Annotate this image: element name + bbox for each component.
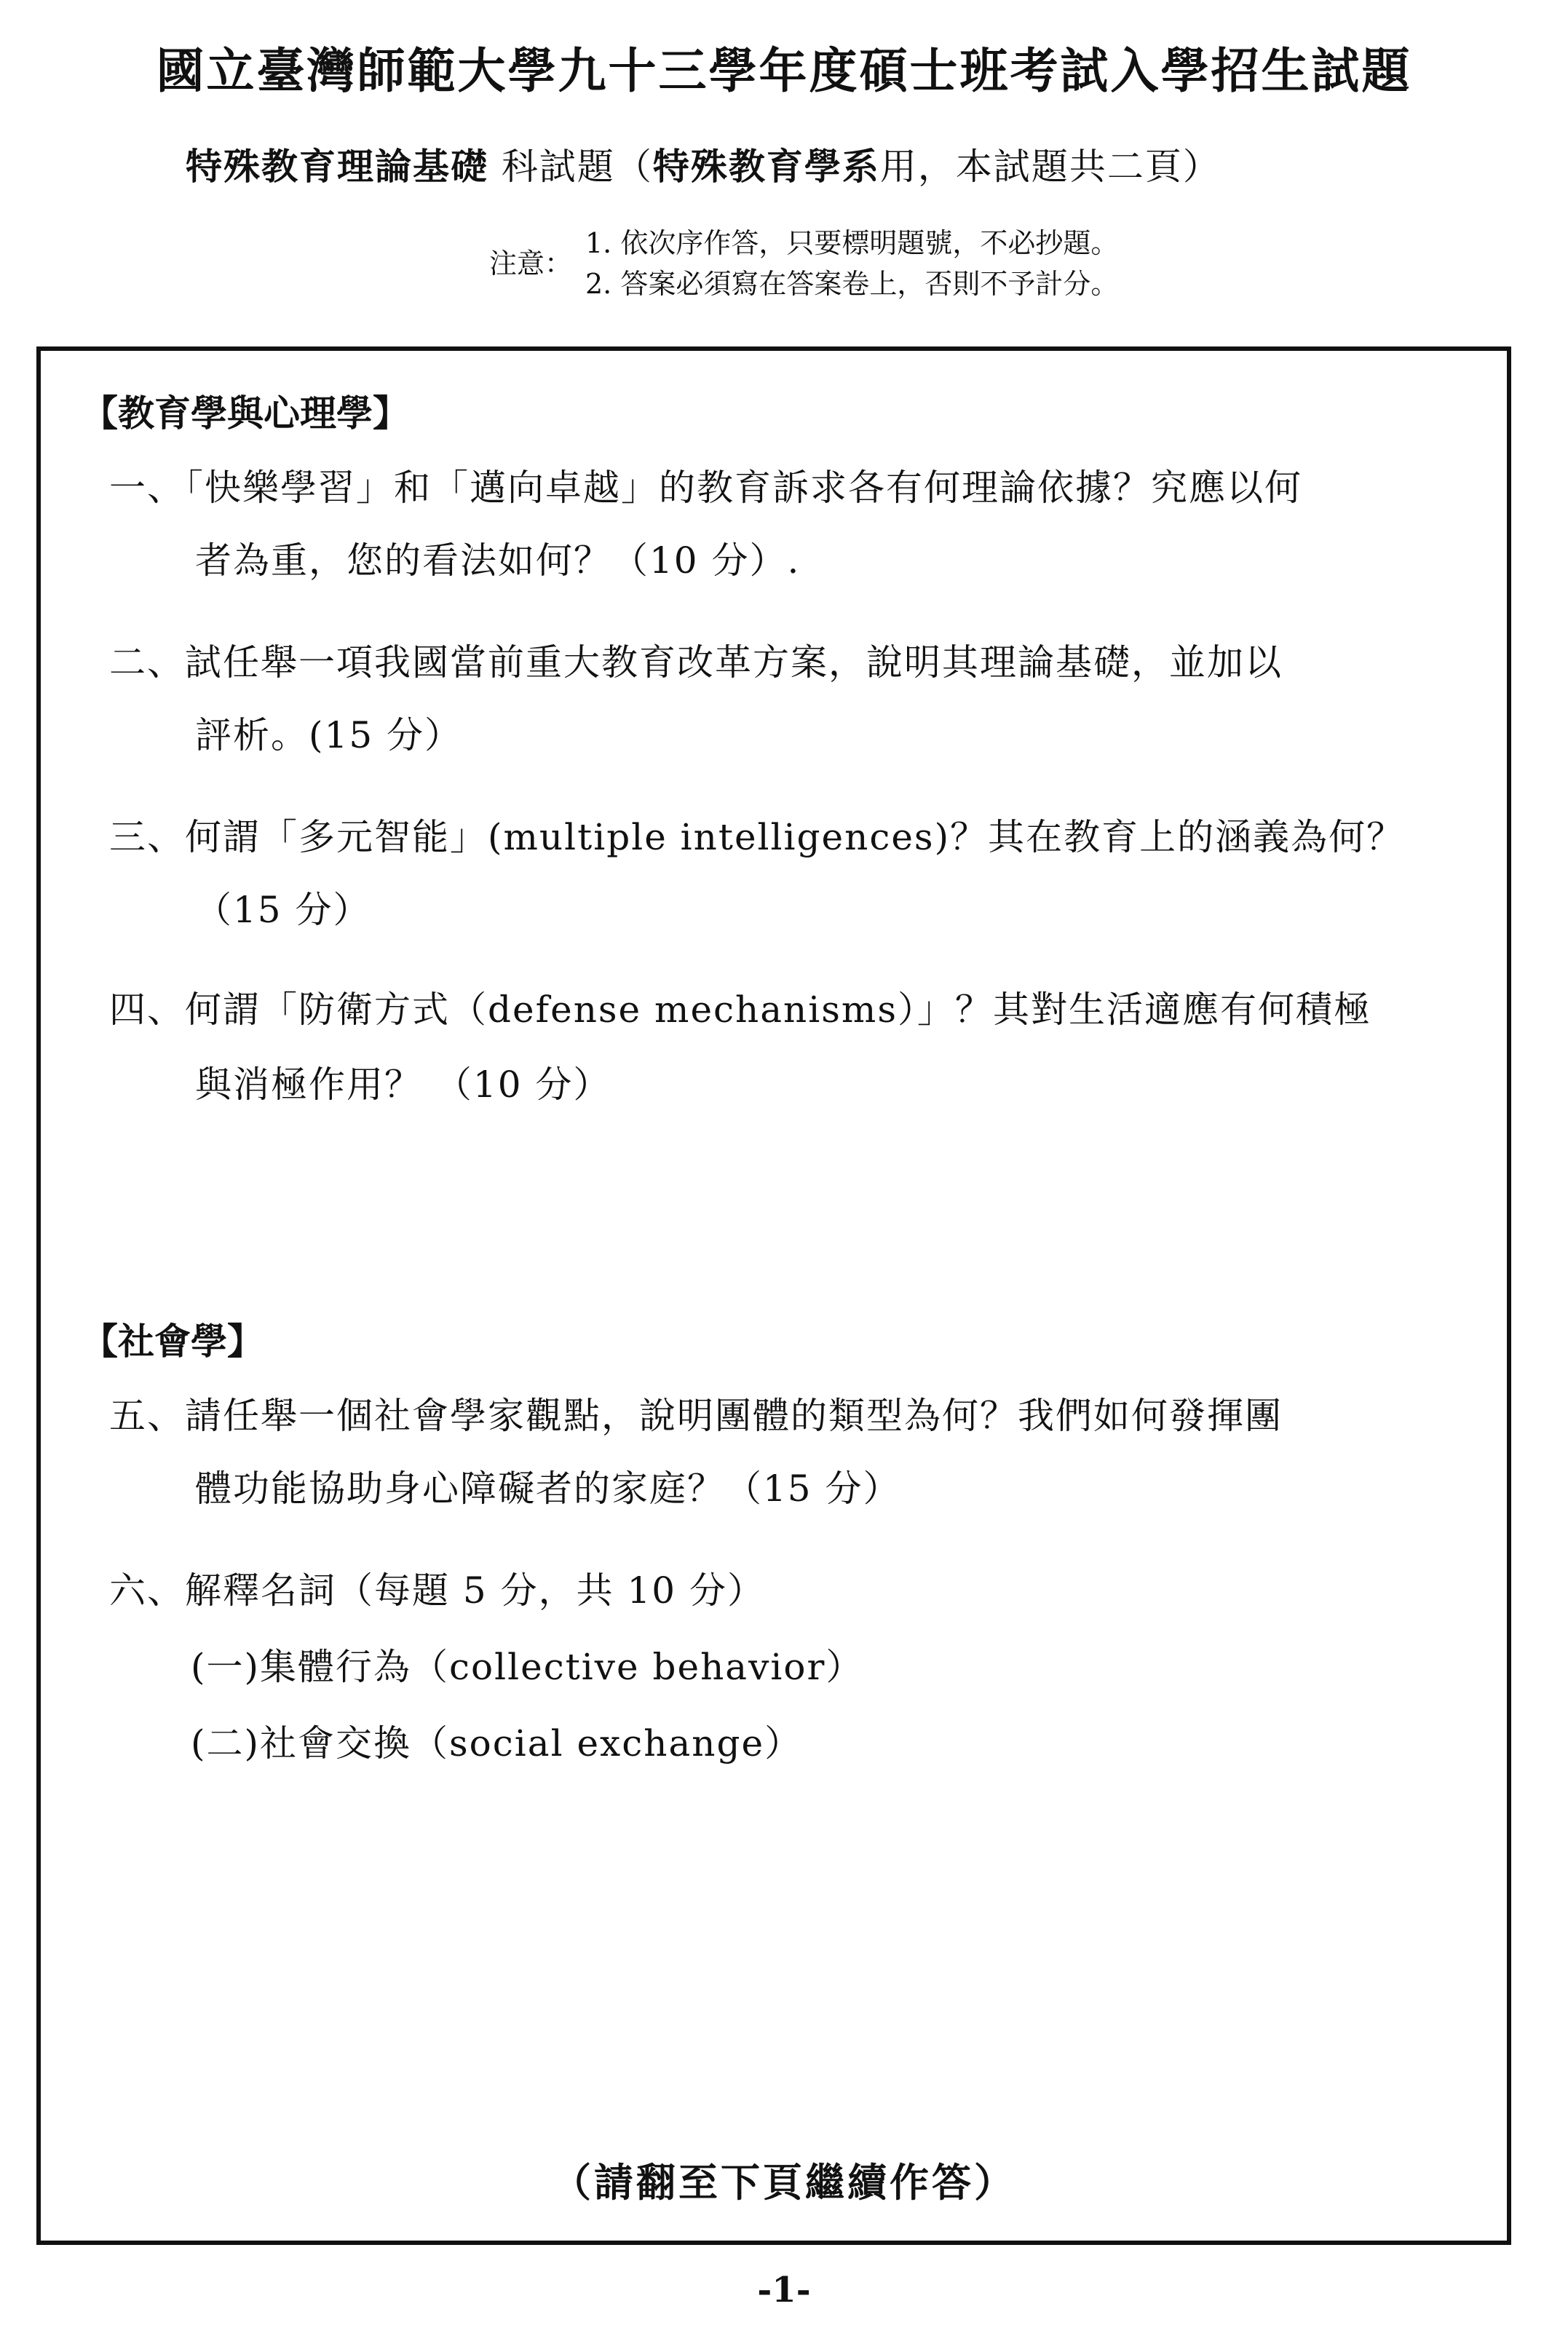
page-number: -1- <box>757 2270 811 2310</box>
question-frame <box>36 346 1511 2245</box>
question-4-line-2: 與消極作用？ （10 分） <box>195 1064 611 1106</box>
note-item-1: 1. 依次序作答，只要標明題號，不必抄題。 <box>585 227 1119 259</box>
question-6-line-1: 六、解釋名詞（每題 5 分，共 10 分） <box>109 1569 766 1612</box>
question-4-line-1: 四、何謂「防衛方式（defense mechanisms）」？其對生活適應有何積極 <box>109 989 1371 1031</box>
exam-subtitle <box>186 141 1221 192</box>
section-heading-education-psychology: 【教育學與心理學】 <box>82 392 409 435</box>
continue-note: （請翻至下頁繼續作答） <box>552 2159 1016 2206</box>
question-6-term-2: (二)社會交換（social exchange） <box>191 1722 803 1764</box>
department-name: 特殊教育學系 <box>652 145 880 188</box>
question-6-term-1: (一)集體行為（collective behavior） <box>191 1646 864 1688</box>
question-5-line-2: 體功能協助身心障礙者的家庭？（15 分） <box>195 1468 901 1510</box>
question-5-line-1: 五、請任舉一個社會學家觀點，說明團體的類型為何？我們如何發揮團 <box>109 1395 1283 1437</box>
subject-suffix: 科試題（ <box>488 146 653 188</box>
question-2-line-1: 二、試任舉一項我國當前重大教育改革方案，說明其理論基礎，並加以 <box>109 641 1283 684</box>
section-heading-sociology: 【社會學】 <box>82 1320 264 1363</box>
notes-label: 注意： <box>489 247 573 280</box>
note-item-2: 2. 答案必須寫在答案卷上，否則不予計分。 <box>585 268 1119 300</box>
question-1-line-2: 者為重，您的看法如何？（10 分）. <box>195 539 801 582</box>
question-3-line-2: （15 分） <box>195 889 371 931</box>
question-3-line-1: 三、何謂「多元智能」(multiple intelligences)？其在教育上的涵義為何？ <box>109 816 1405 858</box>
exam-title: 國立臺灣師範大學九十三學年度碩士班考試入學招生試題 <box>156 42 1412 99</box>
question-1-line-1: 一、「快樂學習」和「邁向卓越」的教育訴求各有何理論依據？究應以何 <box>109 467 1302 509</box>
notes-list <box>585 223 1118 304</box>
department-suffix: 用，本試題共二頁） <box>879 146 1221 188</box>
question-2-line-2: 評析。(15 分） <box>195 714 463 756</box>
subject-name: 特殊教育理論基礎 <box>186 145 488 188</box>
